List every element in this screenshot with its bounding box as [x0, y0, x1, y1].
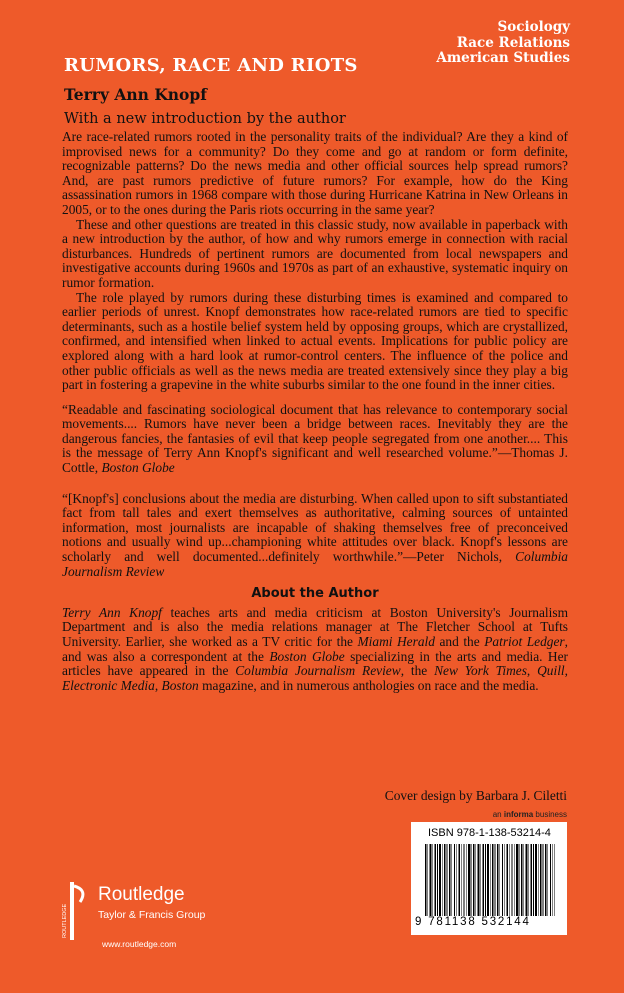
about-publication: Quill	[537, 663, 565, 679]
about-publication: Miami Herald	[357, 634, 435, 649]
blurb-paragraph-1: Are race-related rumors rooted in the personality traits of the individual? Are they a kind of improvised news for a community? Do they come and go at random or form definite, recognizable patterns? Do the news media and other official sources help spread rumors? And, are past rumors predictive of future rumors? For example, how do the King assassination rumors in 1968 compare with those during Hurricane Katrina in New Orleans in 2005, or to the ones during the Paris riots occurring in the same year?	[62, 129, 568, 217]
blurb-paragraph-3: The role played by rumors during these disturbing times is examined and compared to earlier periods of unrest. Knopf demonstrates how race-related rumors are tied to specific determinants, such as a hostile belief system held by opposing groups, which are crystallized, confirmed, and intensified when linked to actual events. Implications for public policy are explored along with a hard look at rumor-control centers. The influence of the police and other public officials as well as the news media are treated extensively since they play a big part in fostering a grapevine in the white suburbs similar to the one found in the inner cities.	[62, 289, 568, 393]
informa-brand: informa	[503, 810, 534, 819]
publisher-url: www.routledge.com	[102, 939, 177, 949]
barcode-box	[411, 822, 567, 935]
about-publication: Columbia Journalism Review	[235, 663, 401, 679]
publisher-name: Routledge	[98, 884, 185, 905]
blurb	[62, 130, 568, 693]
about-text-part: , and was also a correspondent at the	[62, 634, 568, 664]
category-american-studies: American Studies	[436, 50, 570, 66]
about-text-part: magazine, and in numerous anthologies on race and the media.	[198, 677, 539, 693]
about-publication: New York Times	[434, 663, 527, 679]
book-subtitle: With a new introduction by the author	[64, 111, 346, 127]
review-quote-2-text: “[Knopf's] conclusions about the media are disturbing. When called upon to sift substantiated fact from tall tales and exert themselves as authoritative, calming sources of untainted information, most journalists are incapable of shaking themselves free of preconceived notions and usually wind up...championing white attitudes over black. Knopf's lessons are scholarly and well documented...definitely worthwhile.”—Peter Nichols,	[62, 490, 568, 565]
book-author: Terry Ann Knopf	[64, 85, 207, 104]
about-publication: Patriot Ledger	[484, 634, 565, 649]
about-publication: Electronic Media	[62, 677, 155, 693]
about-author-name: Terry Ann Knopf	[62, 604, 162, 620]
review-quote-1-source: Boston Globe	[101, 460, 175, 476]
about-publication: Boston Globe	[269, 648, 345, 664]
informa-tagline	[493, 810, 567, 819]
about-author-heading: About the Author	[251, 586, 379, 602]
barcode-icon	[425, 844, 555, 916]
about-text-part: ,	[154, 677, 162, 693]
about-text-part: ,	[526, 663, 538, 679]
category-list	[436, 20, 570, 67]
about-text-part: , the	[400, 663, 435, 679]
barcode-digits: 9 781138 532144	[415, 916, 531, 928]
category-sociology: Sociology	[497, 19, 570, 35]
about-text-part: and the	[434, 634, 485, 649]
about-author-text	[62, 606, 568, 694]
blurb-paragraph-2: These and other questions are treated in this classic study, now available in paperback with a new introduction by the author, of how and why rumors emerge in connection with racial disturbances. Hundreds of pertinent rumors are documented from local newspapers and investigative accounts during 1960s and 1970s as part of an exhaustive, systematic inquiry on rumor formation.	[62, 216, 568, 290]
informa-prefix: an	[492, 810, 504, 819]
review-quote-1-text: “Readable and fascinating sociological document that has relevance to contemporary social movements.... Rumors have never been a bridge between races. Inevitably they are the dangerous fancies, the fantasies of evil that keep people segregated from one another.... This is the message of Terry Ann Knopf's significant and well researched volume.”—Thomas J. Cottle,	[62, 401, 568, 476]
category-race-relations: Race Relations	[456, 34, 570, 51]
cover-design-credit: Cover design by Barbara J. Ciletti	[384, 788, 567, 803]
about-text-part: teaches arts and media criticism at Boston University's Journalism Department and is also the media relations manager at The Fletcher School at Tufts University. Earlier, she worked as a TV critic for the	[62, 604, 568, 649]
informa-suffix: business	[533, 810, 567, 819]
book-title: RUMORS, RACE AND RIOTS	[64, 55, 358, 76]
review-quote-2	[62, 492, 568, 580]
isbn-label: ISBN 978-1-138-53214-4	[428, 827, 551, 839]
routledge-logo-icon	[60, 880, 92, 942]
review-quote-2-source: Columbia Journalism Review	[62, 549, 568, 579]
publisher-group: Taylor & Francis Group	[98, 909, 206, 921]
about-text-part: specializing in the arts and media. Her articles have appeared in the	[62, 648, 568, 679]
about-publication: Boston	[161, 677, 199, 693]
about-text-part: ,	[564, 663, 568, 679]
review-quote-1	[62, 403, 568, 476]
logo-vertical-text: ROUTLEDGE	[62, 903, 68, 938]
